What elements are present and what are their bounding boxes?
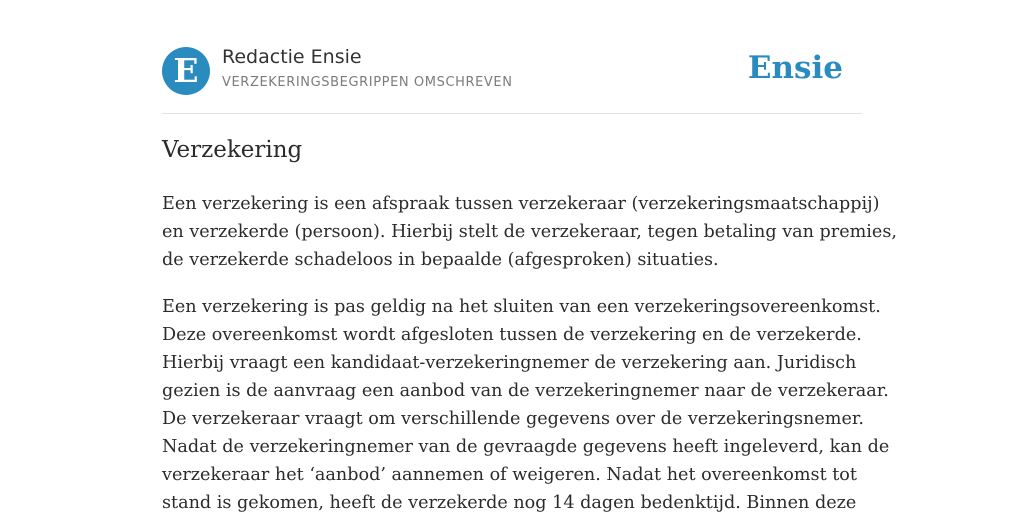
paragraph-line: De verzekeraar vraagt om verschillende gegevens over de verzekeringsnemer. xyxy=(162,409,864,429)
paragraph-line: de verzekerde schadeloos in bepaalde (afgesproken) situaties. xyxy=(162,250,719,270)
header-divider xyxy=(162,113,862,114)
paragraph-2 xyxy=(162,293,890,512)
paragraph-1 xyxy=(162,190,897,274)
paragraph-line: gezien is de aanvraag een aanbod van de verzekeringnemer naar de verzekeraar. xyxy=(162,381,889,401)
paragraph-line: Deze overeenkomst wordt afgesloten tussen de verzekering en de verzekerde. xyxy=(162,325,862,345)
author-subtitle: VERZEKERINGSBEGRIPPEN OMSCHREVEN xyxy=(222,75,513,90)
paragraph-line: Hierbij vraagt een kandidaat-verzekeringnemer de verzekering aan. Juridisch xyxy=(162,353,857,373)
paragraph-line: Een verzekering is een afspraak tussen verzekeraar (verzekeringsmaatschappij) xyxy=(162,194,880,214)
ensie-brand-logo[interactable]: Ensie xyxy=(747,50,843,86)
paragraph-line: Een verzekering is pas geldig na het sluiten van een verzekeringsovereenkomst. xyxy=(162,297,881,317)
article-body xyxy=(162,190,897,512)
paragraph-line: stand is gekomen, heeft de verzekerde nog 14 dagen bedenktijd. Binnen deze xyxy=(162,493,857,512)
article-title: Verzekering xyxy=(162,137,303,163)
ensie-logo-avatar[interactable]: E xyxy=(162,47,210,95)
header xyxy=(162,46,862,96)
paragraph-line: verzekeraar het ‘aanbod’ aannemen of weigeren. Nadat het overeenkomst tot xyxy=(162,465,857,485)
author-name[interactable]: Redactie Ensie xyxy=(222,46,362,68)
paragraph-line: en verzekerde (persoon). Hierbij stelt de verzekeraar, tegen betaling van premies, xyxy=(162,222,897,242)
paragraph-line: Nadat de verzekeringnemer van de gevraagde gegevens heeft ingeleverd, kan de xyxy=(162,437,890,457)
